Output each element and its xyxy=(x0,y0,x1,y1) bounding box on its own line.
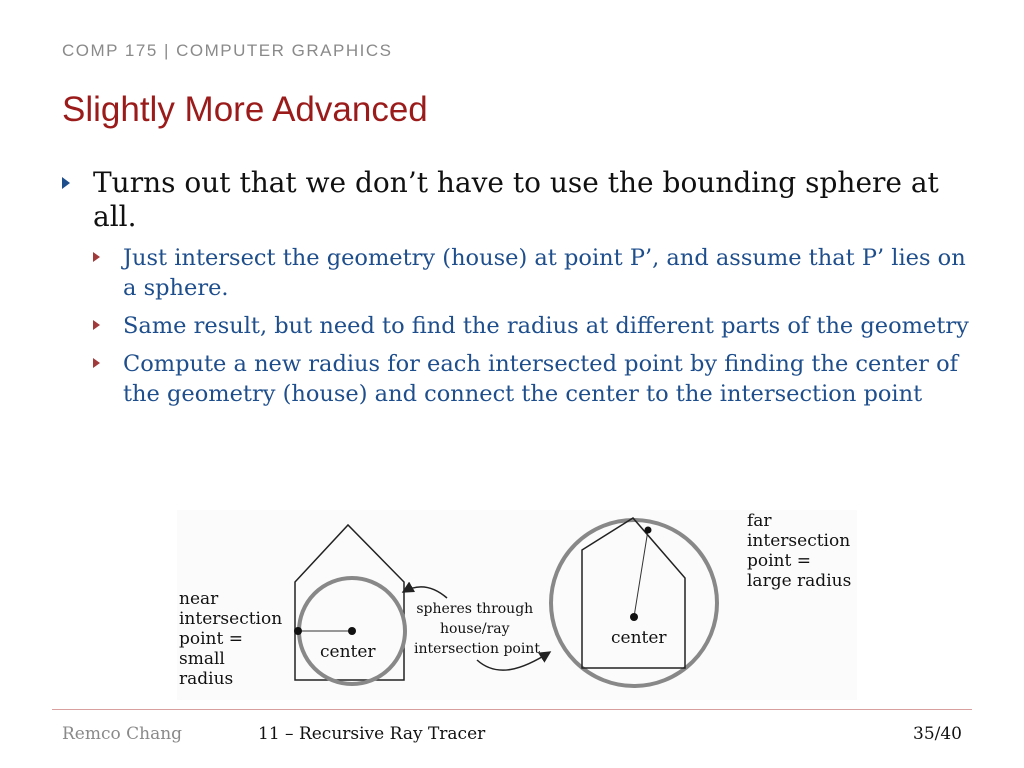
far-label: far intersection point = large radius xyxy=(747,511,852,591)
sub-bullet-text: Same result, but need to find the radius at different parts of the geometry xyxy=(123,313,969,339)
sub-bullet-text: Compute a new radius for each intersected point by finding the center of the geometry (house) and connect the center to the intersection point xyxy=(123,351,958,407)
slide-title: Slightly More Advanced xyxy=(62,90,428,129)
footer-divider xyxy=(52,709,972,710)
near-point xyxy=(294,627,302,635)
bounding-sphere-figure xyxy=(177,510,857,700)
slide-body xyxy=(62,166,972,417)
bullet-arrow-icon xyxy=(62,177,70,189)
sub-bullet xyxy=(93,243,972,303)
far-point xyxy=(645,527,652,534)
sub-bullet-arrow-icon xyxy=(93,320,100,330)
center-label-left: center xyxy=(320,642,376,662)
sub-bullet xyxy=(93,349,972,409)
sub-bullet xyxy=(93,311,972,341)
spheres-label: spheres through house/ray intersection point xyxy=(414,601,540,657)
footer-author: Remco Chang xyxy=(62,724,183,744)
sub-bullet-arrow-icon xyxy=(93,358,100,368)
sub-bullet-arrow-icon xyxy=(93,252,100,262)
center-label-right: center xyxy=(611,628,667,648)
course-header: COMP 175 | COMPUTER GRAPHICS xyxy=(62,41,393,60)
near-label: near intersection point = small radius xyxy=(179,589,283,689)
bullet-level1 xyxy=(62,166,972,234)
sub-bullet-text: Just intersect the geometry (house) at point P’, and assume that P’ lies on a sphere. xyxy=(123,245,966,301)
center-point-right xyxy=(630,613,638,621)
footer-page-number: 35/40 xyxy=(913,724,962,744)
center-point-left xyxy=(348,627,356,635)
bullet-text: Turns out that we don’t have to use the bounding sphere at all. xyxy=(93,166,939,233)
footer-lecture: 11 – Recursive Ray Tracer xyxy=(258,724,486,744)
